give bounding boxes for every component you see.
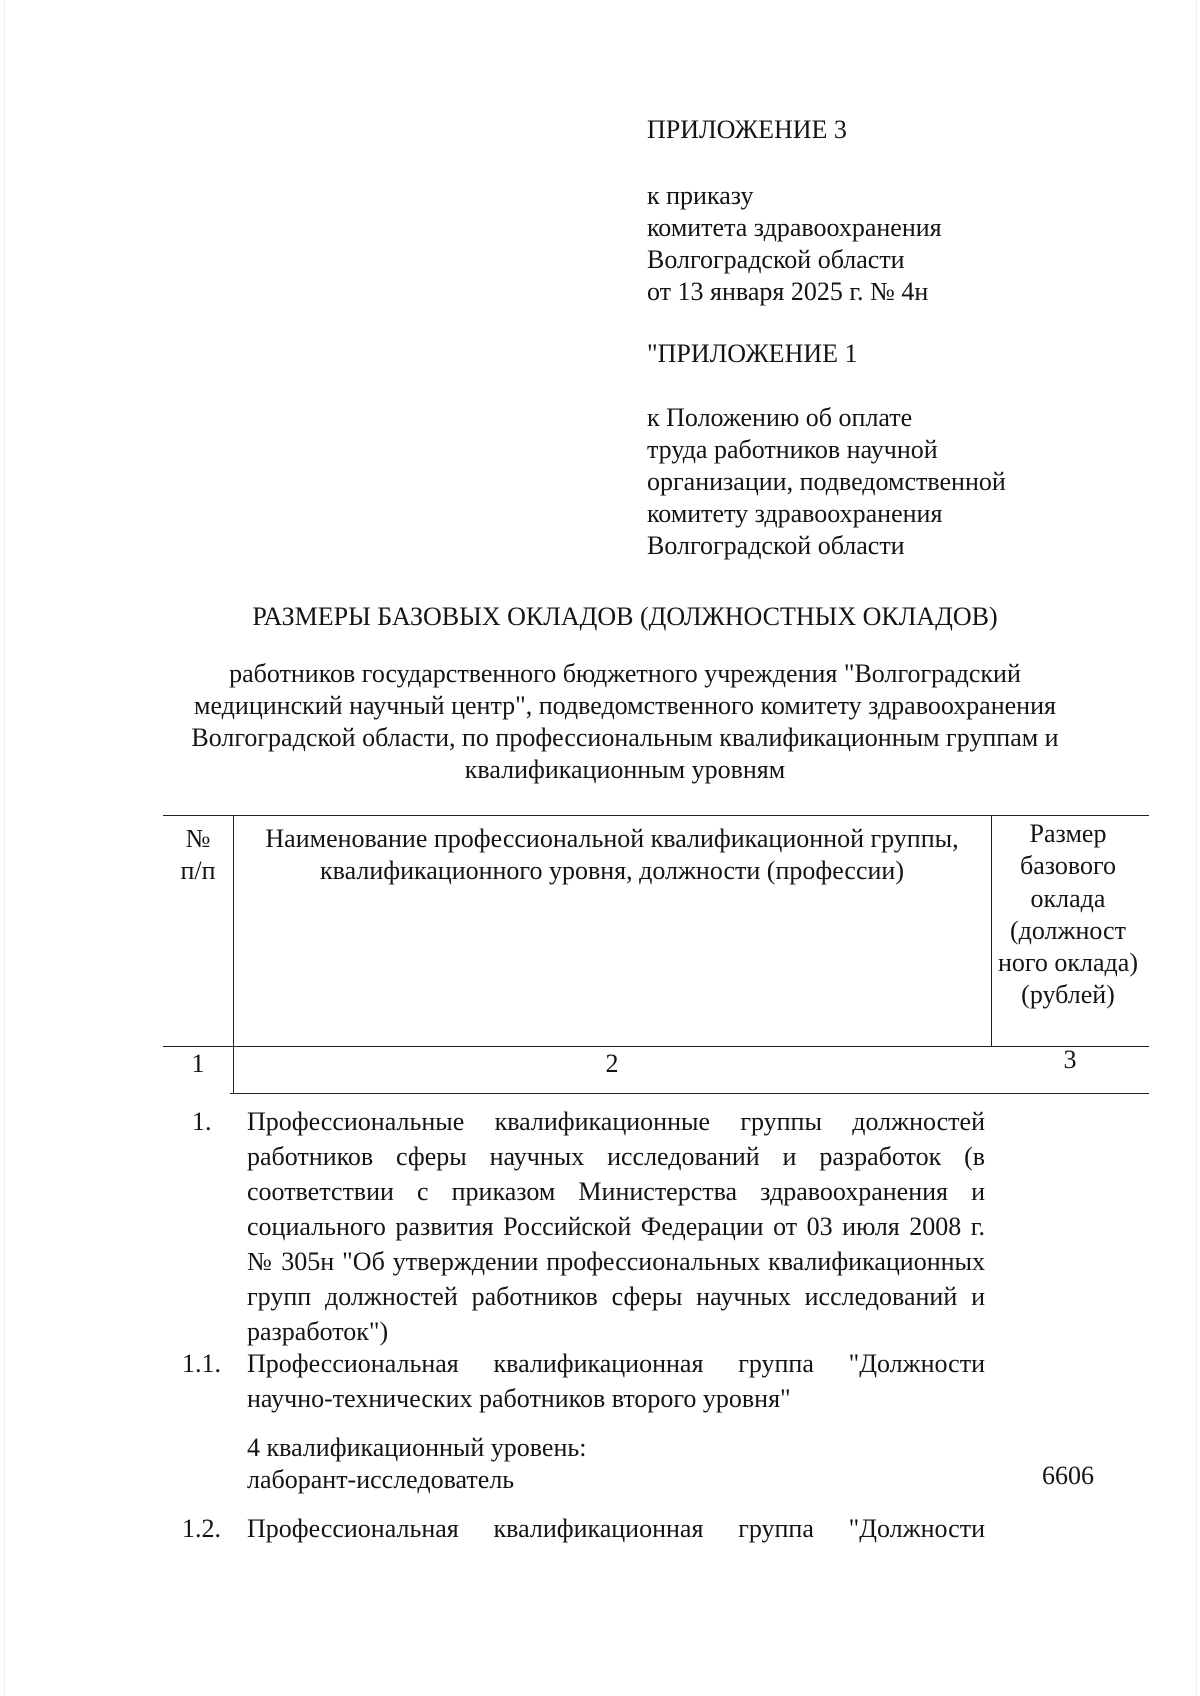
header-salary: Размер базового оклада (должност ного оклада) (рублей) [997,819,1138,1010]
annex3-title: ПРИЛОЖЕНИЕ 3 [647,115,847,144]
scan-edge-right [1196,0,1197,1696]
document-subtitle: работников государственного бюджетного учреждения "Волгоградский медицинский научный центр", подведомственного комитету здравоохранения Волгоградской области, по профессиональным квалификационным группам и квалификационным уровням [191,659,1059,784]
table-bottom-border [230,1093,1149,1094]
qualification-level: 4 квалификационный уровень: [247,1433,587,1462]
position-name: лаборант-исследователь [247,1465,515,1494]
section-text: Профессиональная квалификационная группа "Должности научно-технических работников второго уровня" [247,1349,985,1413]
table-divider-2 [991,815,992,1046]
annex3-line: Волгоградской области [647,245,905,274]
column-number: 1 [191,1049,205,1078]
document-title: РАЗМЕРЫ БАЗОВЫХ ОКЛАДОВ (ДОЛЖНОСТНЫХ ОКЛАДОВ) [252,602,998,631]
annex1-line: комитету здравоохранения [647,499,943,528]
position-salary: 6606 [1042,1461,1094,1490]
annex1-line: Волгоградской области [647,531,905,560]
section-number: 1. [192,1107,212,1136]
table-header-border [163,1046,1149,1047]
table-divider-1 [233,815,234,1093]
annex3-line: комитета здравоохранения [647,213,942,242]
annex1-line: организации, подведомственной [647,467,1006,496]
header-number: № п/п [180,824,216,886]
scan-edge-left [4,0,5,1696]
table-top-border [163,815,1149,816]
column-number: 3 [1063,1045,1077,1074]
column-number: 2 [605,1049,619,1078]
annex3-line: к приказу [647,181,754,210]
annex3-line: от 13 января 2025 г. № 4н [647,277,929,306]
annex1-title: "ПРИЛОЖЕНИЕ 1 [647,339,858,368]
section-text: Профессиональная квалификационная группа "Должности [247,1514,985,1543]
section-number: 1.2. [182,1514,221,1543]
annex1-line: труда работников научной [647,435,938,464]
section-text: Профессиональные квалификационные группы должностей работников сферы научных исследований и разработок (в соответствии с приказом Министерства здравоохранения и социального развития Российской Федерации от 03 июля 2008 г. № 305н "Об утверждении профессиональных квалификационных групп должностей работников сферы научных исследований и разработок") [247,1107,985,1346]
header-name: Наименование профессиональной квалификационной группы, квалификационного уровня, должности (профессии) [265,824,959,886]
section-number: 1.1. [182,1349,221,1378]
annex1-line: к Положению об оплате [647,403,913,432]
